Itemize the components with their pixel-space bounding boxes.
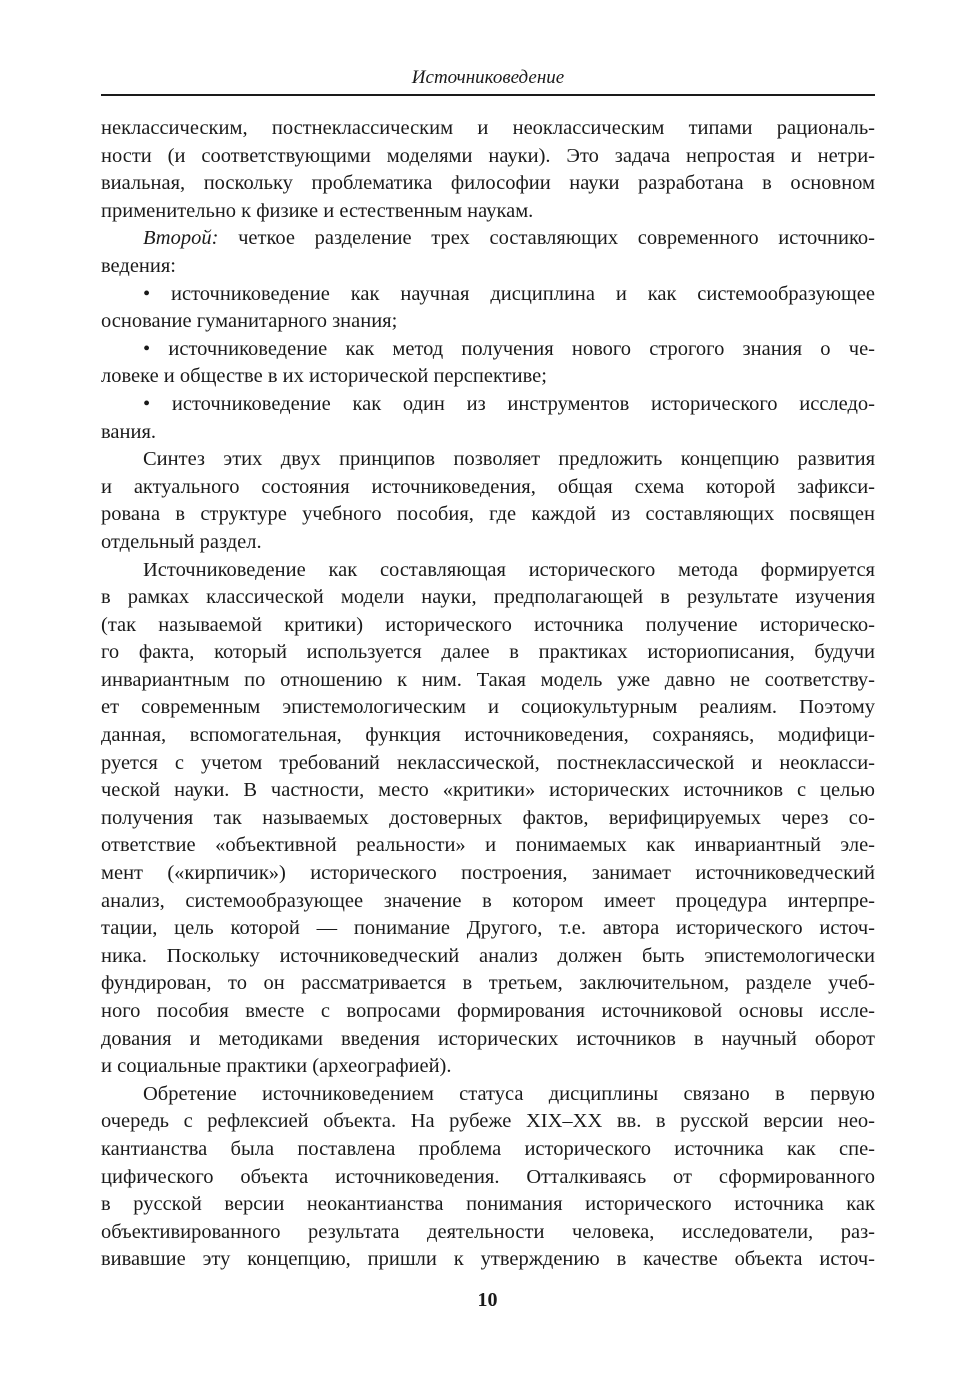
text-line — [101, 336, 875, 364]
line-text: применительно к физике и естественным наукам. — [101, 199, 534, 222]
text-line — [101, 639, 875, 667]
line-text: отдельный раздел. — [101, 530, 262, 553]
text-line — [101, 1053, 875, 1081]
text-line — [101, 1136, 875, 1164]
line-text: (так называемой критики) исторического источника получение историческо- — [101, 613, 875, 636]
text-line — [101, 667, 875, 695]
line-text: получения так называемых достоверных фактов, верифицируемых через со- — [101, 806, 875, 829]
text-line — [101, 253, 875, 281]
line-text: ника. Поскольку источниковедческий анализ должен быть эпистемологически — [101, 944, 875, 967]
line-text: Синтез этих двух принципов позволяет предложить концепцию развития — [143, 448, 875, 471]
line-text: тации, цель которой — понимание Другого, т.е. автора исторического источ- — [101, 917, 875, 940]
text-line — [101, 419, 875, 447]
line-text: ловеке и обществе в их исторической перспективе; — [101, 365, 547, 388]
line-text: и социальные практики (археографией). — [101, 1055, 452, 1078]
line-text: анализ, системообразующее значение в котором имеет процедура интерпре- — [101, 889, 875, 912]
text-line — [101, 832, 875, 860]
italic-lead: Второй: — [143, 227, 219, 250]
line-text: очередь с рефлексией объекта. На рубеже XIX–XX вв. в русской версии нео- — [101, 1110, 875, 1133]
text-line — [101, 998, 875, 1026]
line-text: данная, вспомогательная, функция источниковедения, сохраняясь, модифици- — [101, 724, 875, 747]
text-line — [101, 1026, 875, 1054]
line-text: ности (и соответствующими моделями науки). Это задача непростая и нетри- — [101, 144, 875, 167]
text-line — [101, 722, 875, 750]
line-text: • источниковедение как один из инструментов исторического исследо- — [143, 392, 875, 415]
line-text: объективированного результата деятельности человека, исследователи, раз- — [101, 1220, 875, 1243]
text-line — [101, 143, 875, 171]
line-text: Источниковедение как составляющая исторического метода формируется — [143, 558, 875, 581]
running-header — [101, 64, 875, 96]
line-text: вания. — [101, 420, 157, 443]
text-line — [101, 860, 875, 888]
line-text: • источниковедение как научная дисциплина и как системообразующее — [143, 282, 875, 305]
line-text: ческой науки. В частности, место «критики» исторических источников с целью — [101, 779, 875, 802]
text-line — [101, 1108, 875, 1136]
line-text: в рамках классической модели науки, предполагающей в результате изучения — [101, 586, 875, 609]
text-line — [101, 1246, 875, 1274]
text-line — [101, 943, 875, 971]
text-line — [101, 805, 875, 833]
line-text: ведения: — [101, 254, 176, 277]
text-line — [101, 529, 875, 557]
line-text: фундирован, то он рассматривается в третьем, заключительном, разделе учеб- — [101, 972, 875, 995]
text-line — [101, 391, 875, 419]
line-text: кантианства была поставлена проблема исторического источника как спе- — [101, 1137, 875, 1160]
line-text: руется с учетом требований неклассической, постнеклассической и неокласси- — [101, 751, 875, 774]
text-line — [101, 281, 875, 309]
line-text: ответствие «объективной реальности» и понимаемых как инвариантный эле- — [101, 834, 875, 857]
text-line — [101, 915, 875, 943]
line-text: цифического объекта источниковедения. Отталкиваясь от сформированного — [101, 1165, 875, 1188]
line-text: ного пособия вместе с вопросами формирования источниковой основы иссле- — [101, 1000, 875, 1022]
line-text: и актуального состояния источниковедения, общая схема которой зафикси- — [101, 475, 875, 498]
body-text — [101, 115, 875, 1274]
text-line — [101, 612, 875, 640]
page-number: 10 — [477, 1289, 498, 1311]
line-text: виальная, поскольку проблематика философии науки разработана в основном — [101, 172, 875, 195]
running-header-title: Источниковедение — [411, 67, 565, 88]
text-line — [101, 225, 875, 253]
line-text: инвариантным по отношению к ним. Такая модель уже давно не соответству- — [101, 668, 875, 691]
line-text: неклассическим, постнеклассическим и неоклассическим типами рациональ- — [101, 117, 875, 139]
text-line — [101, 750, 875, 778]
text-line — [101, 1219, 875, 1247]
text-line — [101, 446, 875, 474]
text-line — [101, 170, 875, 198]
line-text: в русской версии неокантианства понимания исторического источника как — [101, 1193, 875, 1216]
text-line — [101, 888, 875, 916]
line-text: Обретение источниковедением статуса дисциплины связано в первую — [143, 1082, 875, 1105]
text-line — [101, 777, 875, 805]
text-line — [101, 694, 875, 722]
line-text: рована в структуре учебного пособия, где каждой из составляющих посвящен — [101, 503, 875, 526]
line-text: го факта, который используется далее в практиках историописания, будучи — [101, 641, 875, 664]
text-line — [101, 501, 875, 529]
text-line — [101, 970, 875, 998]
line-text: основание гуманитарного знания; — [101, 310, 398, 333]
text-line — [101, 1191, 875, 1219]
text-line — [101, 557, 875, 585]
line-text: • источниковедение как метод получения нового строгого знания о че- — [143, 337, 875, 360]
text-line — [101, 584, 875, 612]
text-line — [101, 308, 875, 336]
text-line — [101, 1081, 875, 1109]
text-line — [101, 474, 875, 502]
text-line — [101, 363, 875, 391]
text-line — [101, 115, 875, 143]
text-line — [101, 1164, 875, 1192]
line-text: дования и методиками введения исторических источников в научный оборот — [101, 1027, 875, 1050]
line-text: ет современным эпистемологическим и социокультурным реалиям. Поэтому — [101, 696, 875, 719]
line-text: четкое разделение трех составляющих современного источнико- — [218, 227, 875, 250]
line-text: вивавшие эту концепцию, пришли к утверждению в качестве объекта источ- — [101, 1248, 875, 1271]
text-line — [101, 198, 875, 226]
line-text: мент («кирпичик») исторического построения, занимает источниковедческий — [101, 862, 875, 885]
